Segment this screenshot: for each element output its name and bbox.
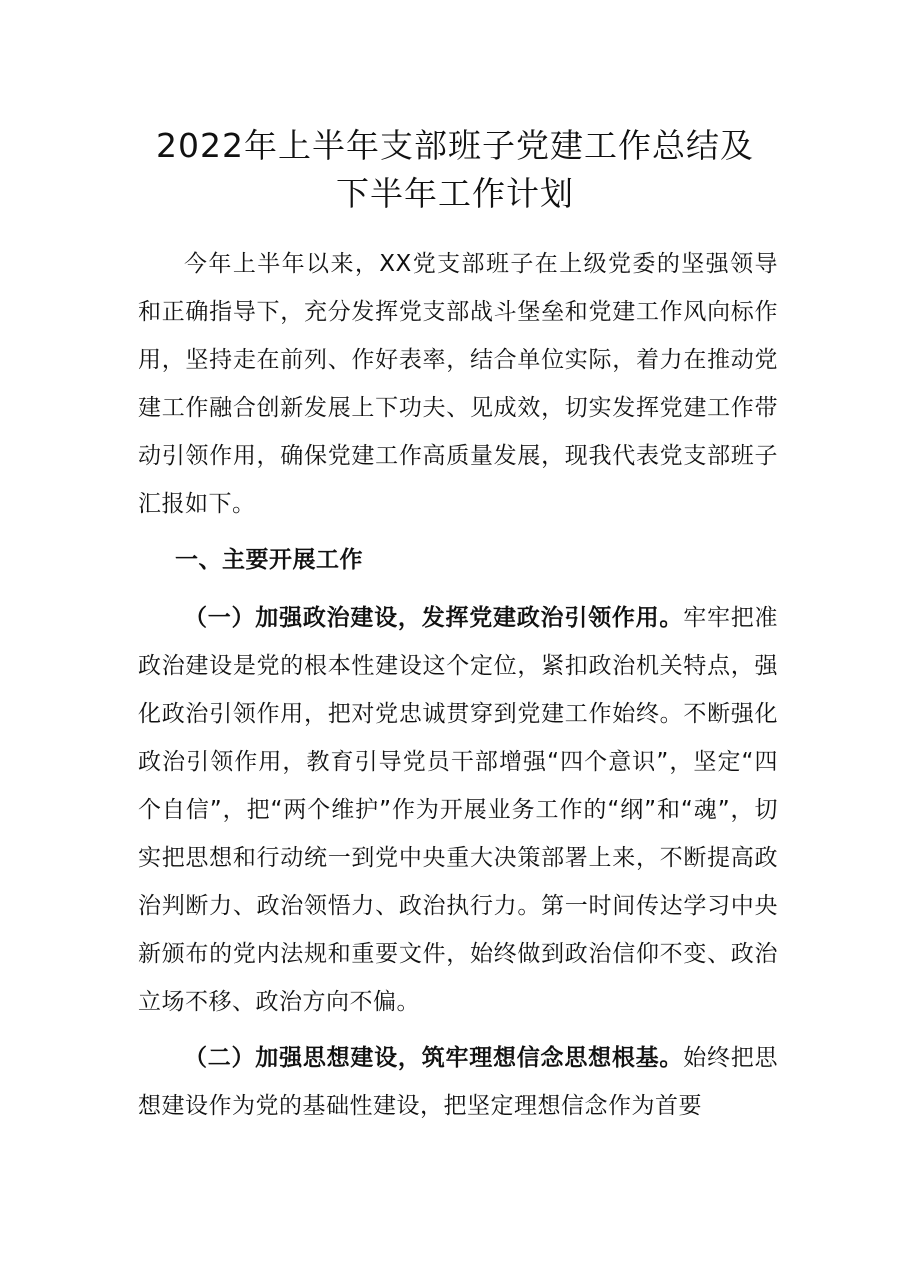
subsection-2-paragraph bbox=[138, 1034, 778, 1130]
subsection-1-body: 牢牢把准政治建设是党的根本性建设这个定位，紧扣政治机关特点，强化政治引领作用，把对党忠诚贯穿到党建工作始终。不断强化政治引领作用，教育引导党员干部增强“四个意识”，坚定“四个自信”，把“两个维护”作为开展业务工作的“纲”和“魂”，切实把思想和行动统一到党中央重大决策部署上来，不断提高政治判断力、政治领悟力、政治执行力。第一时间传达学习中央新颁布的党内法规和重要文件，始终做到政治信仰不变、政治立场不移、政治方向不偏。 bbox=[138, 605, 779, 1015]
subsection-1-lead: （一）加强政治建设，发挥党建政治引领作用。 bbox=[184, 605, 684, 631]
intro-paragraph: 今年上半年以来，XX党支部班子在上级党委的坚强领导和正确指导下，充分发挥党支部战斗堡垒和党建工作风向标作用，坚持走在前列、作好表率，结合单位实际，着力在推动党建工作融合创新发展上下功夫、见成效，切实发挥党建工作带动引领作用，确保党建工作高质量发展，现我代表党支部班子汇报如下。 bbox=[138, 251, 778, 517]
subsection-1-paragraph bbox=[138, 594, 778, 1026]
section-heading-main-work: 一、主要开展工作 bbox=[175, 547, 363, 573]
subsection-2-lead: （二）加强思想建设，筑牢理想信念思想根基。 bbox=[184, 1045, 684, 1071]
subsection-2-body: 始终把思想建设作为党的基础性建设，把坚定理想信念作为首要 bbox=[138, 1045, 779, 1119]
document-title-line-1: 2022年上半年支部班子党建工作总结及 bbox=[156, 126, 754, 165]
document-title-line-2: 下半年工作计划 bbox=[336, 174, 574, 213]
